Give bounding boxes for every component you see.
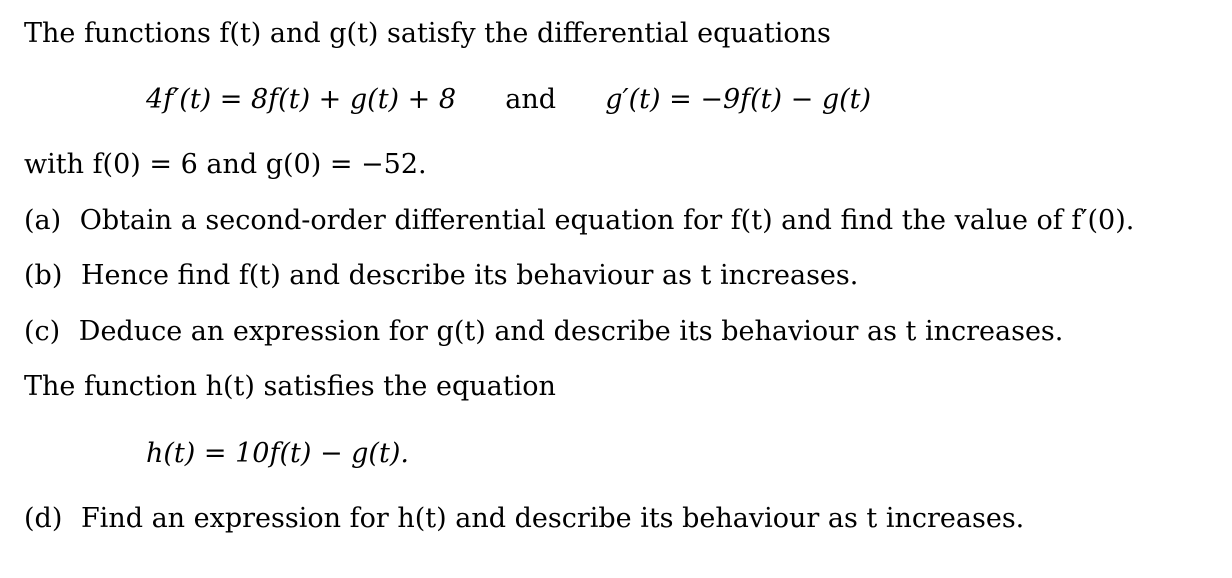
part-c bbox=[24, 318, 1063, 345]
intro-text: The functions f(t) and g(t) satisfy the differential equations bbox=[24, 18, 831, 49]
part-b bbox=[24, 262, 858, 289]
h-intro-text: The function h(t) satisfies the equation bbox=[24, 371, 556, 402]
h-equation: h(t) = 10f(t) − g(t). bbox=[146, 438, 409, 469]
question-text-intro bbox=[24, 20, 831, 47]
equation-g: g′(t) = −9f(t) − g(t) bbox=[605, 84, 872, 115]
differential-equations-display bbox=[146, 86, 871, 113]
h-intro bbox=[24, 373, 556, 400]
initial-conditions bbox=[24, 151, 427, 178]
part-c-text: Deduce an expression for g(t) and describe its behaviour as t increases. bbox=[78, 316, 1064, 347]
part-d-label: (d) bbox=[24, 503, 63, 534]
h-equation-display bbox=[146, 440, 409, 467]
equation-connector-and: and bbox=[505, 84, 557, 115]
part-d-text: Find an expression for h(t) and describe its behaviour as t increases. bbox=[80, 503, 1025, 534]
part-b-label: (b) bbox=[24, 260, 63, 291]
part-a-text: Obtain a second-order differential equation for f(t) and find the value of f′(0). bbox=[79, 205, 1135, 236]
part-d bbox=[24, 505, 1024, 532]
part-c-label: (c) bbox=[24, 316, 61, 347]
initial-conditions-text: with f(0) = 6 and g(0) = −52. bbox=[24, 149, 427, 180]
equation-f: 4f′(t) = 8f(t) + g(t) + 8 bbox=[146, 84, 457, 115]
part-b-text: Hence find f(t) and describe its behaviour as t increases. bbox=[80, 260, 859, 291]
part-a-label: (a) bbox=[24, 205, 62, 236]
part-a bbox=[24, 207, 1134, 234]
